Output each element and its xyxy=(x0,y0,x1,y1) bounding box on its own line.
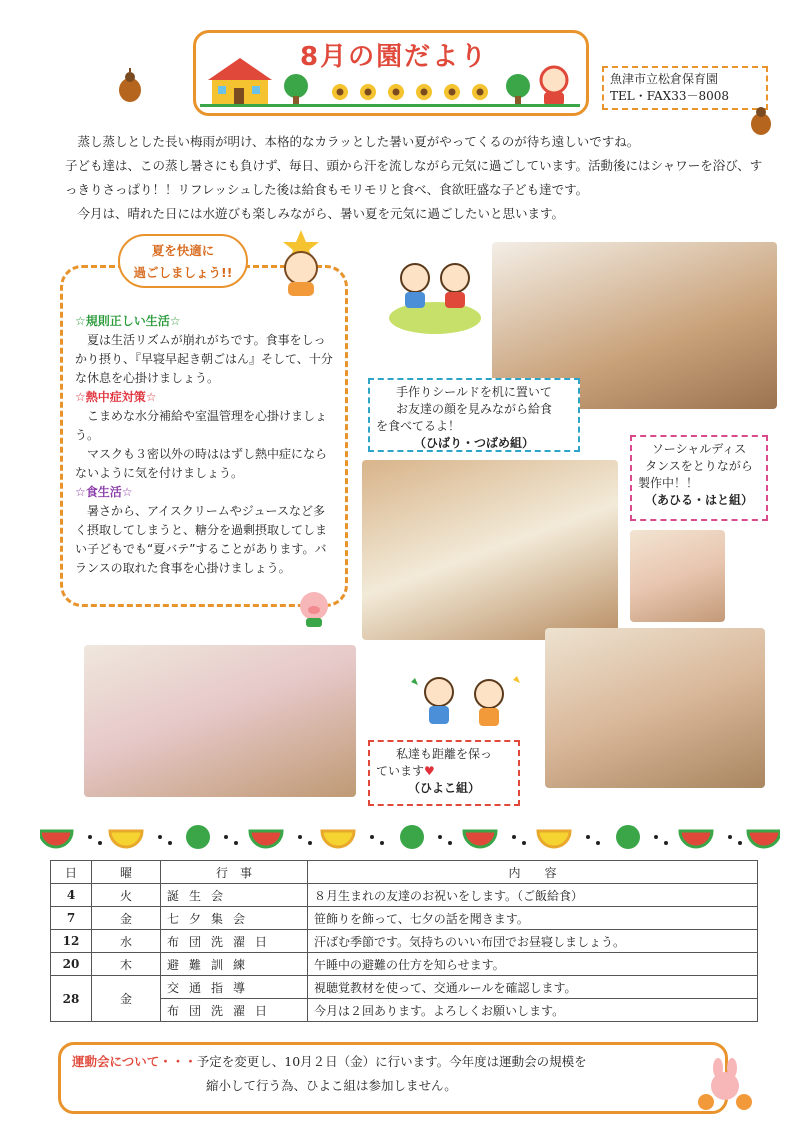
row-content: 笹飾りを飾って、七夕の話を聞きます。 xyxy=(308,907,758,930)
notice-line-1: 予定を変更し、10月２日（金）に行います。今年度は運動会の規模を xyxy=(196,1054,587,1069)
bubble-line-1: 夏を快適に xyxy=(151,243,215,258)
row-content: 視聴覚教材を使って、交通ルールを確認します。 xyxy=(308,976,758,999)
table-row xyxy=(51,907,758,930)
row-event: 誕生会 xyxy=(161,884,308,907)
row-content: 汗ばむ季節です。気持ちのいい布団でお昼寝しましょう。 xyxy=(308,930,758,953)
caption-line: タンスをとりながら xyxy=(645,459,753,473)
bubble-line-2: 過ごしましょう!! xyxy=(133,265,233,280)
row-day: 4 xyxy=(51,884,92,907)
watermelon-slice-icon xyxy=(748,831,780,847)
lemon-slice-icon xyxy=(110,831,142,847)
watermelon-divider xyxy=(40,825,780,851)
heatstroke-text-2: マスクも３密以外の時ははずし熱中症にならないように気を付けましょう。 xyxy=(75,447,328,480)
heart-icon: ♥ xyxy=(424,764,435,778)
watermelon-slice-icon xyxy=(464,831,496,847)
caption-line: を食べてるよ！ xyxy=(376,419,461,433)
sunflower-row-icon xyxy=(332,84,488,100)
diet-text: 暑さから、アイスクリームやジュースなど多く摂取してしまうと、糖分を過剰摂取してしまい子どもでも“夏バテ”することがあります。バランスの取れた食事を心掛けましょう。 xyxy=(75,504,328,575)
caption-group: （ひばり・つばめ組） xyxy=(413,436,534,450)
heatstroke-heading: ☆熱中症対策☆ xyxy=(75,390,157,404)
caption-ahiru-hato xyxy=(630,435,768,521)
child-mascot-icon xyxy=(541,67,567,106)
caption-line: 製作中！！ xyxy=(638,476,699,490)
regular-life-heading: ☆規則正しい生活☆ xyxy=(75,314,181,328)
caption-line: ソーシャルディス xyxy=(651,442,747,456)
intro-paragraph-3: 今月は、晴れた日には水遊びも楽しみながら、暑い夏を元気に過ごしたいと思います。 xyxy=(77,206,565,221)
lemon-slice-icon xyxy=(322,831,354,847)
header-weekday: 曜 xyxy=(92,861,161,884)
kids-playing-illustration xyxy=(405,670,525,730)
row-day: 28 xyxy=(51,976,92,1022)
caption-line: 私達も距離を保っ xyxy=(395,747,492,761)
row-content: 午睡中の避難の仕方を知らせます。 xyxy=(308,953,758,976)
sports-day-notice xyxy=(72,1050,702,1098)
whole-watermelon-icon xyxy=(616,825,640,849)
row-day: 12 xyxy=(51,930,92,953)
notice-label: 運動会について・・・ xyxy=(72,1054,197,1069)
photo-craft-activity xyxy=(362,460,618,640)
heatstroke-text-1: こまめな水分補給や室温管理を心掛けましょう。 xyxy=(75,409,328,442)
school-building-icon xyxy=(208,58,272,104)
table-row xyxy=(51,930,758,953)
table-header-row xyxy=(51,861,758,884)
health-speech-bubble xyxy=(118,234,248,288)
star-girl-icon xyxy=(270,228,332,298)
watermelon-slice-icon xyxy=(680,831,712,847)
row-weekday: 金 xyxy=(92,976,161,1022)
page-title: 8月の園だより xyxy=(300,42,489,72)
row-event: 七夕集会 xyxy=(161,907,308,930)
notice-line-2: 縮小して行う為、ひよこ組は参加しません。 xyxy=(206,1078,457,1093)
header-event: 行 事 xyxy=(161,861,308,884)
caption-line: お友達の顔を見みながら給食 xyxy=(395,402,552,416)
caption-group: （あひる・はと組） xyxy=(644,493,753,507)
regular-life-text: 夏は生活リズムが崩れがちです。食事をしっかり摂り、『早寝早起き朝ごはん』そして、十分な休息を心掛けましょう。 xyxy=(75,333,333,385)
caption-line: 手作りシールドを机に置いて xyxy=(396,385,552,399)
tree-icon-right xyxy=(506,74,530,106)
row-event: 布団洗濯日 xyxy=(161,930,308,953)
header-content: 内 容 xyxy=(308,861,758,884)
photo-hiyoko-lunch xyxy=(84,645,356,797)
kids-eating-illustration xyxy=(385,252,485,342)
diet-heading: ☆食生活☆ xyxy=(75,485,133,499)
intro-text xyxy=(65,130,765,226)
health-content xyxy=(75,312,335,578)
lemon-slice-icon xyxy=(538,831,570,847)
watermelon-slice-icon xyxy=(40,831,72,847)
intro-paragraph-2: 子ども達は、この蒸し暑さにも負けず、毎日、頭から汗を流しながら元気に過ごしています。活動後にはシャワーを浴び、すっきりさっぱり！！リフレッシュした後は給食もモリモリと食べ、食欲旺盛な子ども達です。 xyxy=(65,158,763,197)
caption-hibari-tsubame xyxy=(368,378,580,452)
row-content: 今月は２回あります。よろしくお願いします。 xyxy=(308,999,758,1022)
beetle-icon xyxy=(112,68,148,104)
row-event: 布団洗濯日 xyxy=(161,999,308,1022)
row-weekday: 水 xyxy=(92,930,161,953)
school-info xyxy=(602,66,768,110)
school-name: 魚津市立松倉保育園 xyxy=(610,72,719,86)
school-phone: TEL・FAX33－8008 xyxy=(610,89,730,103)
header-day: 日 xyxy=(51,861,92,884)
row-content: ８月生まれの友達のお祝いをします。（ご飯給食） xyxy=(308,884,758,907)
bunny-cheer-icon xyxy=(696,1058,754,1112)
tree-icon xyxy=(284,74,308,106)
row-weekday: 木 xyxy=(92,953,161,976)
intro-paragraph-1: 蒸し蒸しとした長い梅雨が明け、本格的なカラッとした暑い夏がやってくるのが待ち遠しいですね。 xyxy=(77,134,640,149)
row-event: 交通指導 xyxy=(161,976,308,999)
row-weekday: 金 xyxy=(92,907,161,930)
row-event: 避難訓練 xyxy=(161,953,308,976)
table-row xyxy=(51,976,758,999)
row-weekday: 火 xyxy=(92,884,161,907)
row-day: 20 xyxy=(51,953,92,976)
whole-watermelon-icon xyxy=(400,825,424,849)
event-schedule-table xyxy=(50,860,758,1022)
photo-girl-drawing xyxy=(630,530,725,622)
table-row xyxy=(51,884,758,907)
table-row xyxy=(51,953,758,976)
caption-line: ています xyxy=(376,764,425,778)
row-day: 7 xyxy=(51,907,92,930)
photo-kids-with-markers xyxy=(545,628,765,788)
watermelon-slice-icon xyxy=(250,831,282,847)
pig-icon xyxy=(294,588,334,628)
whole-watermelon-icon xyxy=(186,825,210,849)
caption-group: （ひよこ組） xyxy=(407,781,480,795)
caption-hiyoko xyxy=(368,740,520,806)
